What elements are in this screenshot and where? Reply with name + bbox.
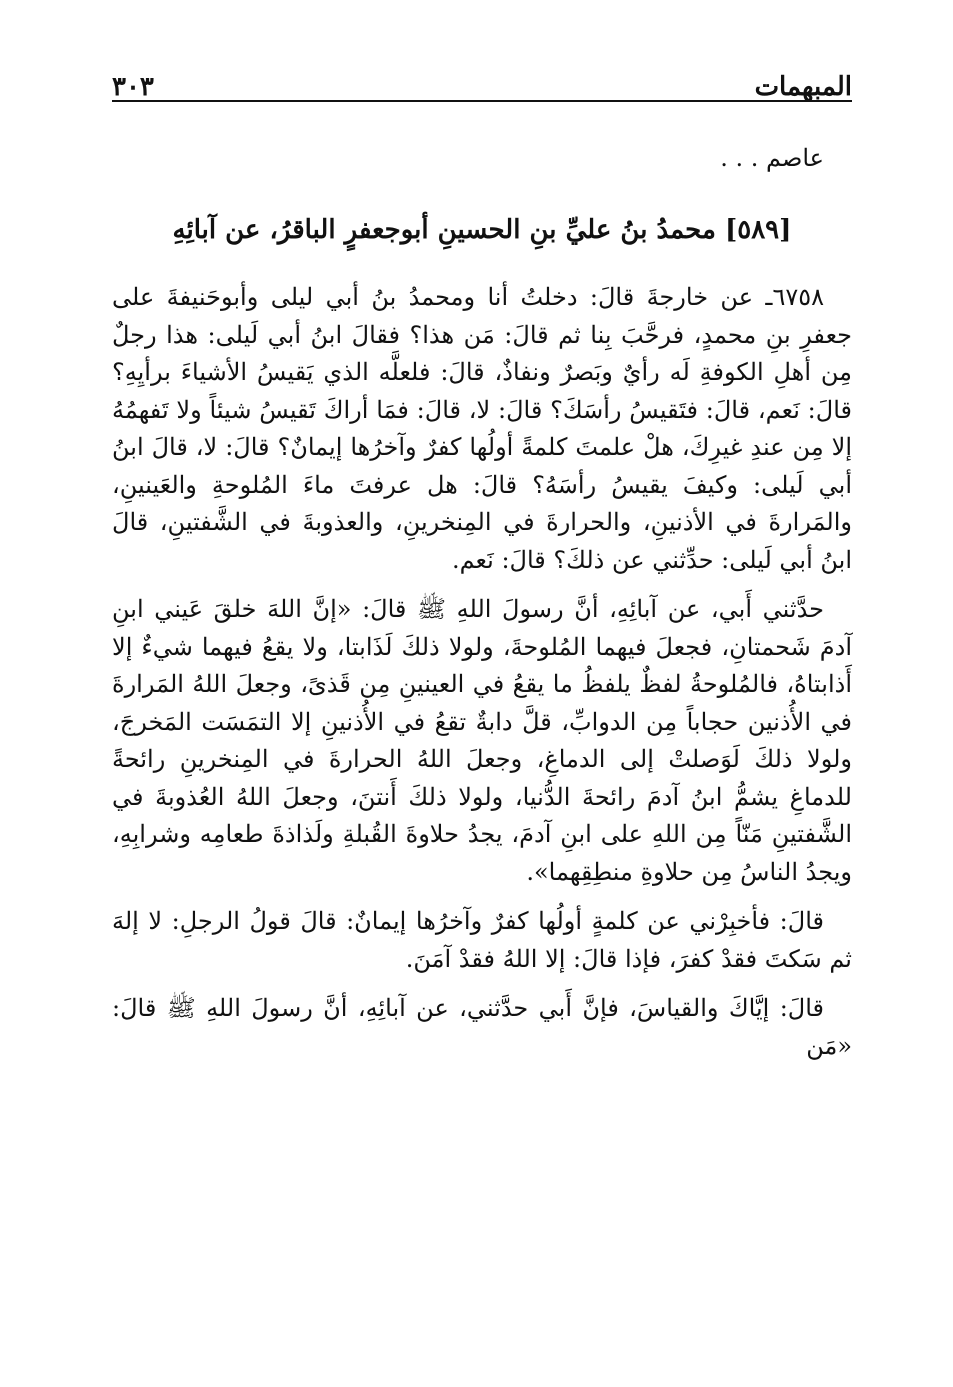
paragraph-kalima: قالَ: فأخبِرْني عن كلمةٍ أولُها كفرٌ وآخرُها إيمانٌ: قالَ قولُ الرجلِ: لا إلهَ ثم سَكتَ فقدْ كفرَ، فإذا قالَ: إلا اللهُ فقدْ آمَنَ. [112,907,852,973]
paragraph-hadith-6758: ٦٧٥٨ـ عن خارجةَ قالَ: دخلتُ أنا ومحمدُ بنُ أبي ليلى وأبوحَنيفةَ على جعفرِ بنِ محمدٍ، فرحَّبَ بِنا ثم قالَ: مَن هذا؟ فقالَ ابنُ أبي لَيلى: هذا رجلٌ مِن أهلِ الكوفةِ لَه رأيٌ وبَصرٌ ونفاذٌ، قالَ: فلعلَّه الذي يَقيسُ الأشياءَ برأيِهِ؟ قالَ: نَعم، قالَ: فتَقيسُ رأسَكَ؟ قالَ: لا، قالَ: فمَا أراكَ تَقيسُ شيئاً ولا تَفهمُهُ إلا مِن عندِ غيرِكَ، هلْ علمتَ كلمةً أولُها كفرٌ وآخرُها إيمانٌ؟ قالَ: لا، قالَ ابنُ أبي لَيلى: وكيفَ يقيسُ رأسَهُ؟ قالَ: هل عرفتَ ماءَ المُلوحةِ والعَينينِ، والمَرارةَ في الأذنينِ، والحرارةَ في المِنخرينِ، والعذوبةَ في الشَّفتينِ، قالَ ابنُ أبي لَيلى: حدِّثني عن ذلكَ؟ قالَ: نَعم. [112,283,853,574]
header-divider [112,100,852,102]
paragraph-narration: حدَّثني أَبي، عن آبائِهِ، أنَّ رسولَ اللهِ ﷺ قالَ: «إنَّ اللهَ خلقَ عَيني ابنِ آدمَ شَحمتانِ، فجعلَ فيهما المُلوحةَ، ولولا ذلكَ لَذَابتا، ولا يقعُ فيهما شيءٌ إلا أَذابتاهُ، فالمُلوحةُ لفظٌ يلفظُ ما يقعُ في العينينِ مِن قَذىً، وجعلَ اللهُ المَرارةَ في الأُذنين حجاباً مِن الدوابِّ، قلَّ دابةٌ تقعُ في الأُذنينِ إلا التمَسَت المَخرجَ، ولولا ذلكَ لَوَصلتْ إلى الدماغِ، وجعلَ اللهُ الحرارةَ في المِنخرينِ رائحةً للدماغِ يشمُّ ابنُ آدمَ رائحةَ الدُّنيا، ولولا ذلكَ أَنتنَ، وجعلَ اللهُ العُذوبةَ في الشَّفتينِ مَنّاً مِن اللهِ على ابنِ آدمَ، يجدُ حلاوةَ القُبلةِ ولَذاذةَ طعامِه وشرابِهِ، ويجدُ الناسُ مِن حلاوةِ منطِقِهما». [112,595,852,886]
paragraph-qiyas: قالَ: إيَّاكَ والقياسَ، فإنَّ أَبي حدَّثني، عن آبائِهِ، أنَّ رسولَ اللهِ ﷺ قالَ: «مَن [112,994,852,1060]
section-heading: [٥٨٩] محمدُ بنُ عليِّ بنِ الحسينِ أبوجعفرٍ الباقرُ، عن آبائِهِ [172,214,792,245]
page-number: ٣٠٣ [112,72,154,102]
page-body [112,140,852,1077]
running-title: المبهمات [754,72,852,102]
intro-line: عاصم . . . [720,144,824,172]
page-header [112,62,852,102]
